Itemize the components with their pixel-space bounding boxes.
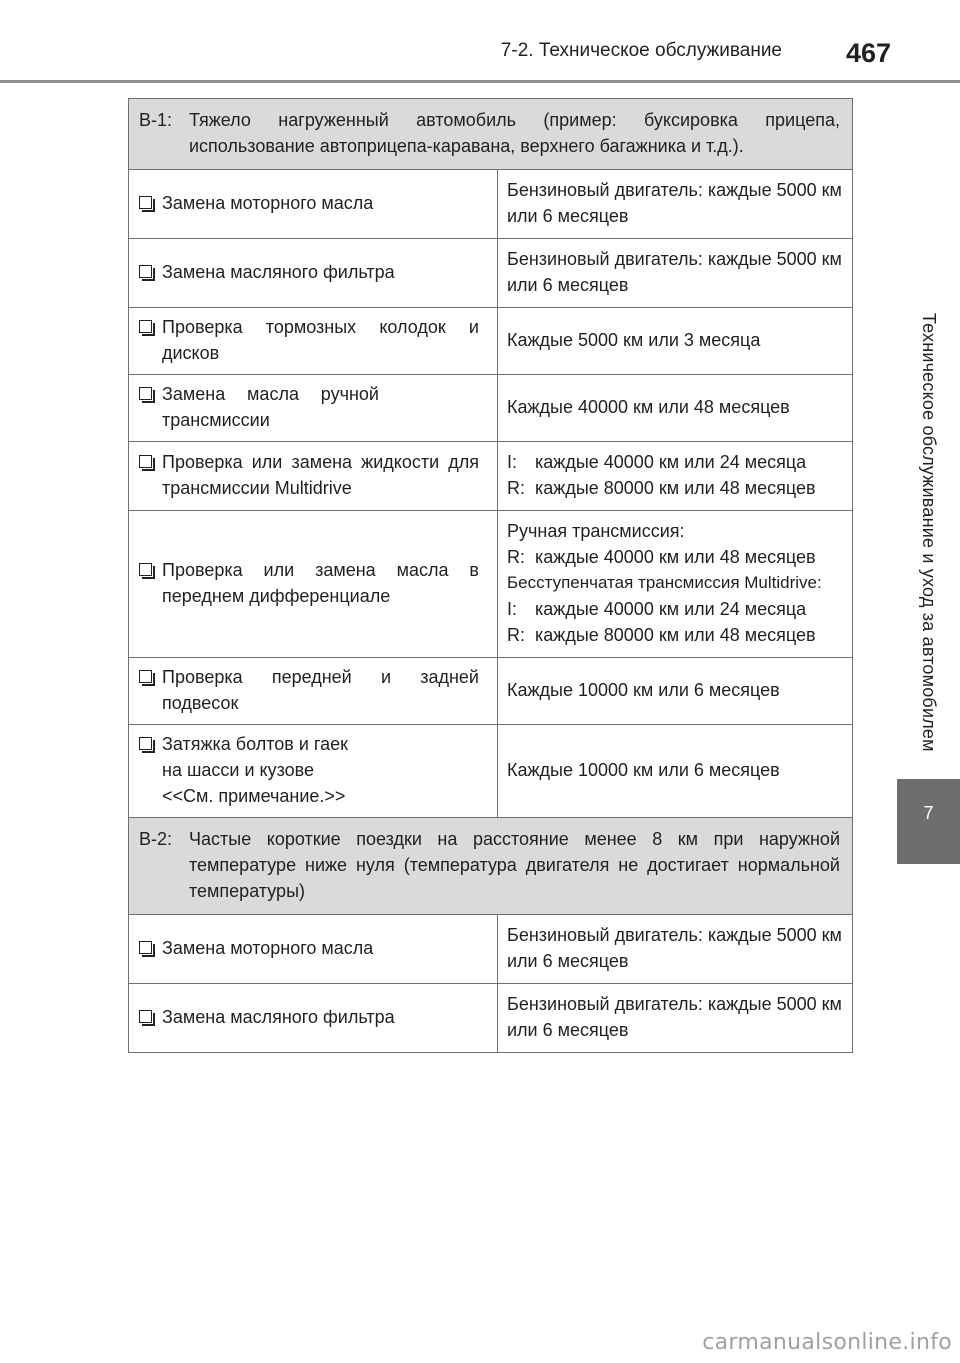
interval-subtitle: Бесступенчатая трансмиссия Multidrive: (507, 573, 822, 592)
item-cell (129, 915, 498, 984)
interval-cell (498, 725, 853, 818)
table-row (129, 511, 853, 658)
watermark-link[interactable]: carmanualsonline.info (702, 1330, 952, 1355)
interval-line: или 6 месяцев (507, 206, 629, 226)
interval-cell (498, 658, 853, 725)
item-text: Проверка или замена масла в переднем дифференциале (162, 560, 479, 606)
condition-text: Тяжело нагруженный автомобиль (пример: буксировка прицепа, использование автоприцепа-каравана, верхнего багажника и т.д.). (189, 110, 840, 156)
condition-text: Частые короткие поездки на расстояние менее 8 км при наружной температуре ниже нуля (температура двигателя не достигает нормальной температуры) (189, 829, 840, 901)
interval-cell (498, 170, 853, 239)
interval-text: каждые 80000 км или 48 месяцев (535, 625, 816, 645)
interval-cell (498, 308, 853, 375)
checkbox-icon (139, 563, 152, 576)
condition-row-b2 (129, 818, 853, 915)
interval-line: Бензиновый двигатель: каждые 5000 км (507, 180, 842, 200)
interval-label: I: (507, 452, 518, 472)
checkbox-icon (139, 265, 152, 278)
interval-line: Бензиновый двигатель: каждые 5000 км (507, 994, 842, 1014)
interval-subtitle: Ручная трансмиссия: (507, 521, 685, 541)
section-title: 7-2. Техническое обслуживание (500, 40, 782, 61)
checkbox-icon (139, 737, 152, 750)
interval-text: каждые 40000 км или 24 месяца (535, 452, 807, 472)
interval-label: I: (507, 599, 518, 619)
table-row (129, 725, 853, 818)
item-cell (129, 239, 498, 308)
chapter-number: 7 (923, 803, 934, 823)
interval-line: Каждые 40000 км или 48 месяцев (507, 397, 790, 417)
condition-cell (129, 99, 853, 170)
condition-row-b1 (129, 99, 853, 170)
item-text: Проверка или замена жидкости для трансмиссии Multidrive (162, 452, 479, 498)
interval-text: каждые 40000 км или 48 месяцев (535, 547, 816, 567)
interval-line: Каждые 10000 км или 6 месяцев (507, 760, 780, 780)
item-text: Замена масляного фильтра (162, 262, 395, 282)
header-divider (0, 80, 960, 83)
table-row (129, 375, 853, 442)
checkbox-icon (139, 320, 152, 333)
item-text: Проверка тормозных колодок и дисков (162, 317, 479, 363)
interval-line: Каждые 5000 км или 3 месяца (507, 330, 761, 350)
item-cell (129, 375, 498, 442)
condition-cell (129, 818, 853, 915)
table-row (129, 442, 853, 511)
checkbox-icon (139, 1010, 152, 1023)
condition-code: B-1: (139, 110, 173, 130)
checkbox-icon (139, 670, 152, 683)
interval-line: или 6 месяцев (507, 1020, 629, 1040)
interval-label: R: (507, 625, 525, 645)
item-cell (129, 658, 498, 725)
interval-cell (498, 915, 853, 984)
item-cell (129, 725, 498, 818)
side-tab-title (897, 300, 960, 765)
item-text (162, 731, 479, 809)
interval-cell (498, 239, 853, 308)
interval-label: R: (507, 547, 525, 567)
interval-text: каждые 40000 км или 24 месяца (535, 599, 807, 619)
table-row (129, 170, 853, 239)
condition-code: B-2: (139, 829, 173, 849)
chapter-tab[interactable] (897, 779, 960, 864)
table-row (129, 984, 853, 1053)
table-row (129, 658, 853, 725)
item-cell (129, 984, 498, 1053)
item-line: <<См. примечание.>> (162, 786, 346, 806)
interval-cell (498, 511, 853, 658)
item-line: на шасси и кузове (162, 760, 315, 780)
maintenance-table (128, 98, 853, 1053)
item-cell (129, 170, 498, 239)
item-text: Замена масляного фильтра (162, 1007, 395, 1027)
interval-line: Каждые 10000 км или 6 месяцев (507, 680, 780, 700)
interval-cell (498, 984, 853, 1053)
checkbox-icon (139, 455, 152, 468)
item-text: Замена моторного масла (162, 938, 374, 958)
table-row (129, 915, 853, 984)
item-cell (129, 511, 498, 658)
item-text: Замена моторного масла (162, 193, 374, 213)
interval-line: Бензиновый двигатель: каждые 5000 км (507, 249, 842, 269)
table-row (129, 239, 853, 308)
interval-line: или 6 месяцев (507, 275, 629, 295)
interval-cell (498, 442, 853, 511)
item-text: Замена масла ручной трансмиссии (162, 384, 379, 430)
checkbox-icon (139, 387, 152, 400)
interval-line: или 6 месяцев (507, 951, 629, 971)
item-cell (129, 308, 498, 375)
table-row (129, 308, 853, 375)
item-text: Проверка передней и задней подвесок (162, 667, 479, 713)
page-number: 467 (846, 38, 892, 68)
interval-line: Бензиновый двигатель: каждые 5000 км (507, 925, 842, 945)
interval-label: R: (507, 478, 525, 498)
interval-text: каждые 80000 км или 48 месяцев (535, 478, 816, 498)
checkbox-icon (139, 941, 152, 954)
side-tab-title-text: Техническое обслуживание и уход за автомобилем (919, 313, 939, 752)
item-line: Затяжка болтов и гаек (162, 734, 348, 754)
checkbox-icon (139, 196, 152, 209)
interval-cell (498, 375, 853, 442)
item-cell (129, 442, 498, 511)
